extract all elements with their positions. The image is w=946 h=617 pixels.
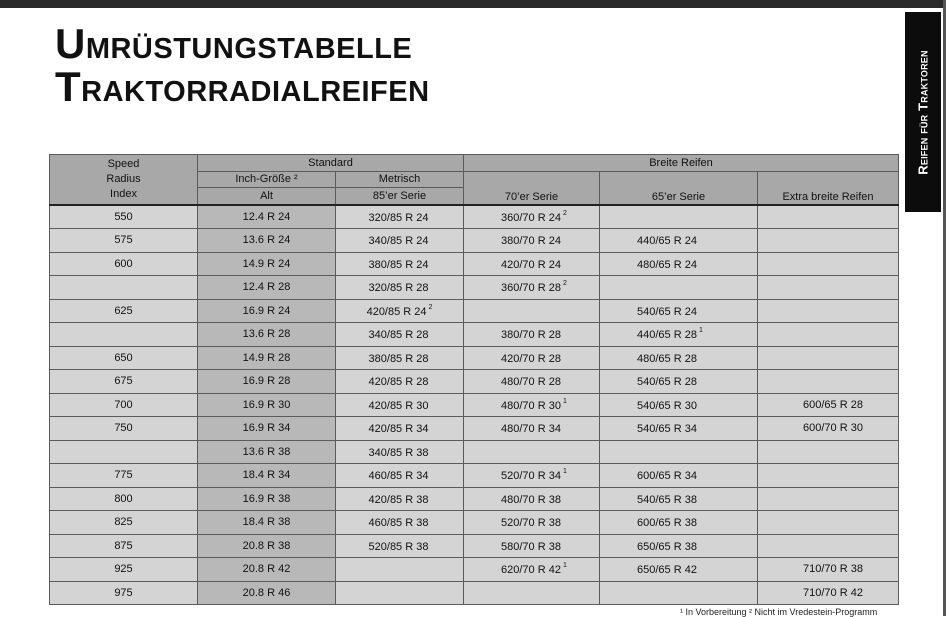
series-65-cell: 540/65 R 30 <box>600 393 758 417</box>
series-70-cell: 420/70 R 28 <box>464 346 600 370</box>
footnote-marker: 1 <box>562 397 567 405</box>
alt-size-cell: 12.4 R 28 <box>198 276 336 300</box>
metric-size-cell: 340/85 R 28 <box>336 323 464 347</box>
alt-size-cell: 16.9 R 24 <box>198 299 336 323</box>
table-row <box>50 393 899 417</box>
alt-size-cell: 13.6 R 38 <box>198 440 336 464</box>
extra-wide-cell <box>758 323 899 347</box>
extra-wide-cell <box>758 229 899 253</box>
alt-size-cell: 12.4 R 24 <box>198 205 336 229</box>
footnote-marker: 2 <box>428 303 433 311</box>
series-65-cell: 600/65 R 34 <box>600 464 758 488</box>
table-row <box>50 511 899 535</box>
extra-wide-cell: 600/65 R 28 <box>758 393 899 417</box>
speed-cell: 550 <box>50 205 198 229</box>
series-70-cell: 620/70 R 42 $^1$ <box>464 558 600 582</box>
table-row <box>50 417 899 441</box>
alt-header: Alt <box>198 188 336 205</box>
table-row <box>50 534 899 558</box>
alt-size-cell: 14.9 R 28 <box>198 346 336 370</box>
metric-size-cell <box>336 581 464 605</box>
footnote: ¹ In Vorbereitung ² Nicht im Vredestein-Programm <box>680 607 878 617</box>
series-65-cell: 650/65 R 42 <box>600 558 758 582</box>
metric-size-cell: 420/85 R 24 $^2$ <box>336 299 464 323</box>
extra-wide-cell <box>758 511 899 535</box>
series-70-cell <box>464 581 600 605</box>
section-tab <box>905 12 941 212</box>
series-70-cell <box>464 299 600 323</box>
standard-header: Standard <box>198 155 464 172</box>
speed-cell: 650 <box>50 346 198 370</box>
section-tab-label: Reifen für Traktoren <box>915 49 931 175</box>
speed-cell: 750 <box>50 417 198 441</box>
extra-wide-cell <box>758 299 899 323</box>
series-70-cell: 480/70 R 30 $^1$ <box>464 393 600 417</box>
series-70-cell: 420/70 R 24 <box>464 252 600 276</box>
conversion-table <box>49 154 899 605</box>
footnote-marker: 1 <box>562 562 567 570</box>
table-row <box>50 205 899 229</box>
speed-cell: 700 <box>50 393 198 417</box>
series-70-cell: 480/70 R 34 <box>464 417 600 441</box>
speed-cell: 775 <box>50 464 198 488</box>
table-row <box>50 581 899 605</box>
footnote-marker: 2 <box>562 209 567 217</box>
alt-size-cell: 16.9 R 34 <box>198 417 336 441</box>
series-70-cell: 520/70 R 38 <box>464 511 600 535</box>
speed-cell: 675 <box>50 370 198 394</box>
extra-wide-cell: 600/70 R 30 <box>758 417 899 441</box>
speed-cell <box>50 276 198 300</box>
extra-wide-cell <box>758 464 899 488</box>
extra-wide-header: Extra breite Reifen <box>758 171 899 205</box>
table-row <box>50 276 899 300</box>
series-65-cell: 440/65 R 24 <box>600 229 758 253</box>
speed-cell: 575 <box>50 229 198 253</box>
metric-size-cell: 380/85 R 24 <box>336 252 464 276</box>
page-title <box>55 22 430 108</box>
metric-header: Metrisch <box>336 171 464 188</box>
metric-size-cell: 420/85 R 34 <box>336 417 464 441</box>
table-row <box>50 323 899 347</box>
series-65-cell <box>600 440 758 464</box>
series-70-cell <box>464 440 600 464</box>
series-65-cell: 480/65 R 28 <box>600 346 758 370</box>
table-row <box>50 440 899 464</box>
breite-reifen-header: Breite Reifen <box>464 155 899 172</box>
series-70-cell: 480/70 R 38 <box>464 487 600 511</box>
extra-wide-cell <box>758 370 899 394</box>
series-70-header: 70’er Serie <box>464 171 600 205</box>
extra-wide-cell <box>758 440 899 464</box>
alt-size-cell: 20.8 R 42 <box>198 558 336 582</box>
table-row <box>50 252 899 276</box>
series-65-cell <box>600 581 758 605</box>
series-65-cell: 540/65 R 38 <box>600 487 758 511</box>
alt-size-cell: 18.4 R 34 <box>198 464 336 488</box>
series-70-cell: 380/70 R 28 <box>464 323 600 347</box>
series-65-cell <box>600 205 758 229</box>
metric-size-cell: 340/85 R 38 <box>336 440 464 464</box>
series-70-cell: 480/70 R 28 <box>464 370 600 394</box>
series-65-cell: 480/65 R 24 <box>600 252 758 276</box>
table-row <box>50 370 899 394</box>
table-row <box>50 487 899 511</box>
extra-wide-cell <box>758 276 899 300</box>
series-65-cell: 540/65 R 34 <box>600 417 758 441</box>
extra-wide-cell <box>758 534 899 558</box>
series-70-cell: 380/70 R 24 <box>464 229 600 253</box>
metric-size-cell: 320/85 R 28 <box>336 276 464 300</box>
series-70-cell: 360/70 R 24 $^2$ <box>464 205 600 229</box>
alt-size-cell: 16.9 R 38 <box>198 487 336 511</box>
metric-size-cell: 380/85 R 28 <box>336 346 464 370</box>
extra-wide-cell <box>758 252 899 276</box>
footnote-marker: 1 <box>562 468 567 476</box>
series-65-cell: 440/65 R 28 $^1$ <box>600 323 758 347</box>
metric-size-cell: 460/85 R 34 <box>336 464 464 488</box>
alt-size-cell: 14.9 R 24 <box>198 252 336 276</box>
alt-size-cell: 20.8 R 46 <box>198 581 336 605</box>
alt-size-cell: 20.8 R 38 <box>198 534 336 558</box>
alt-size-cell: 16.9 R 28 <box>198 370 336 394</box>
footnote-marker: 1 <box>698 327 703 335</box>
speed-cell: 625 <box>50 299 198 323</box>
top-border <box>0 0 946 8</box>
metric-size-cell <box>336 558 464 582</box>
metric-size-cell: 420/85 R 28 <box>336 370 464 394</box>
speed-cell: 925 <box>50 558 198 582</box>
speed-cell <box>50 440 198 464</box>
alt-size-cell: 18.4 R 38 <box>198 511 336 535</box>
table-row <box>50 464 899 488</box>
series-65-cell: 600/65 R 38 <box>600 511 758 535</box>
table-header <box>50 155 899 205</box>
extra-wide-cell <box>758 487 899 511</box>
metric-size-cell: 340/85 R 24 <box>336 229 464 253</box>
page-title-line2: Traktorradialreifen <box>55 63 430 110</box>
extra-wide-cell: 710/70 R 42 <box>758 581 899 605</box>
series-70-cell: 580/70 R 38 <box>464 534 600 558</box>
metric-size-cell: 460/85 R 38 <box>336 511 464 535</box>
metric-size-cell: 520/85 R 38 <box>336 534 464 558</box>
series-65-cell: 540/65 R 24 <box>600 299 758 323</box>
series-65-cell <box>600 276 758 300</box>
alt-size-cell: 16.9 R 30 <box>198 393 336 417</box>
footnote-marker: 2 <box>562 280 567 288</box>
extra-wide-cell <box>758 205 899 229</box>
alt-size-cell: 13.6 R 28 <box>198 323 336 347</box>
series-65-cell: 650/65 R 38 <box>600 534 758 558</box>
table-row <box>50 558 899 582</box>
series-85-header: 85’er Serie <box>336 188 464 205</box>
series-70-cell: 520/70 R 34 $^1$ <box>464 464 600 488</box>
series-65-cell: 540/65 R 28 <box>600 370 758 394</box>
metric-size-cell: 420/85 R 30 <box>336 393 464 417</box>
speed-cell: 875 <box>50 534 198 558</box>
series-70-cell: 360/70 R 28 $^2$ <box>464 276 600 300</box>
table-row <box>50 346 899 370</box>
series-65-header: 65’er Serie <box>600 171 758 205</box>
extra-wide-cell: 710/70 R 38 <box>758 558 899 582</box>
table-row <box>50 229 899 253</box>
speed-index-header: Speed Radius Index <box>50 155 198 205</box>
inch-size-header: Inch-Größe ² <box>198 171 336 188</box>
table-body <box>50 205 899 605</box>
metric-size-cell: 420/85 R 38 <box>336 487 464 511</box>
speed-cell: 825 <box>50 511 198 535</box>
speed-cell: 800 <box>50 487 198 511</box>
metric-size-cell: 320/85 R 24 <box>336 205 464 229</box>
table-row <box>50 299 899 323</box>
page-title-line1: Umrüstungstabelle <box>55 20 413 67</box>
speed-cell <box>50 323 198 347</box>
alt-size-cell: 13.6 R 24 <box>198 229 336 253</box>
extra-wide-cell <box>758 346 899 370</box>
speed-cell: 975 <box>50 581 198 605</box>
speed-cell: 600 <box>50 252 198 276</box>
